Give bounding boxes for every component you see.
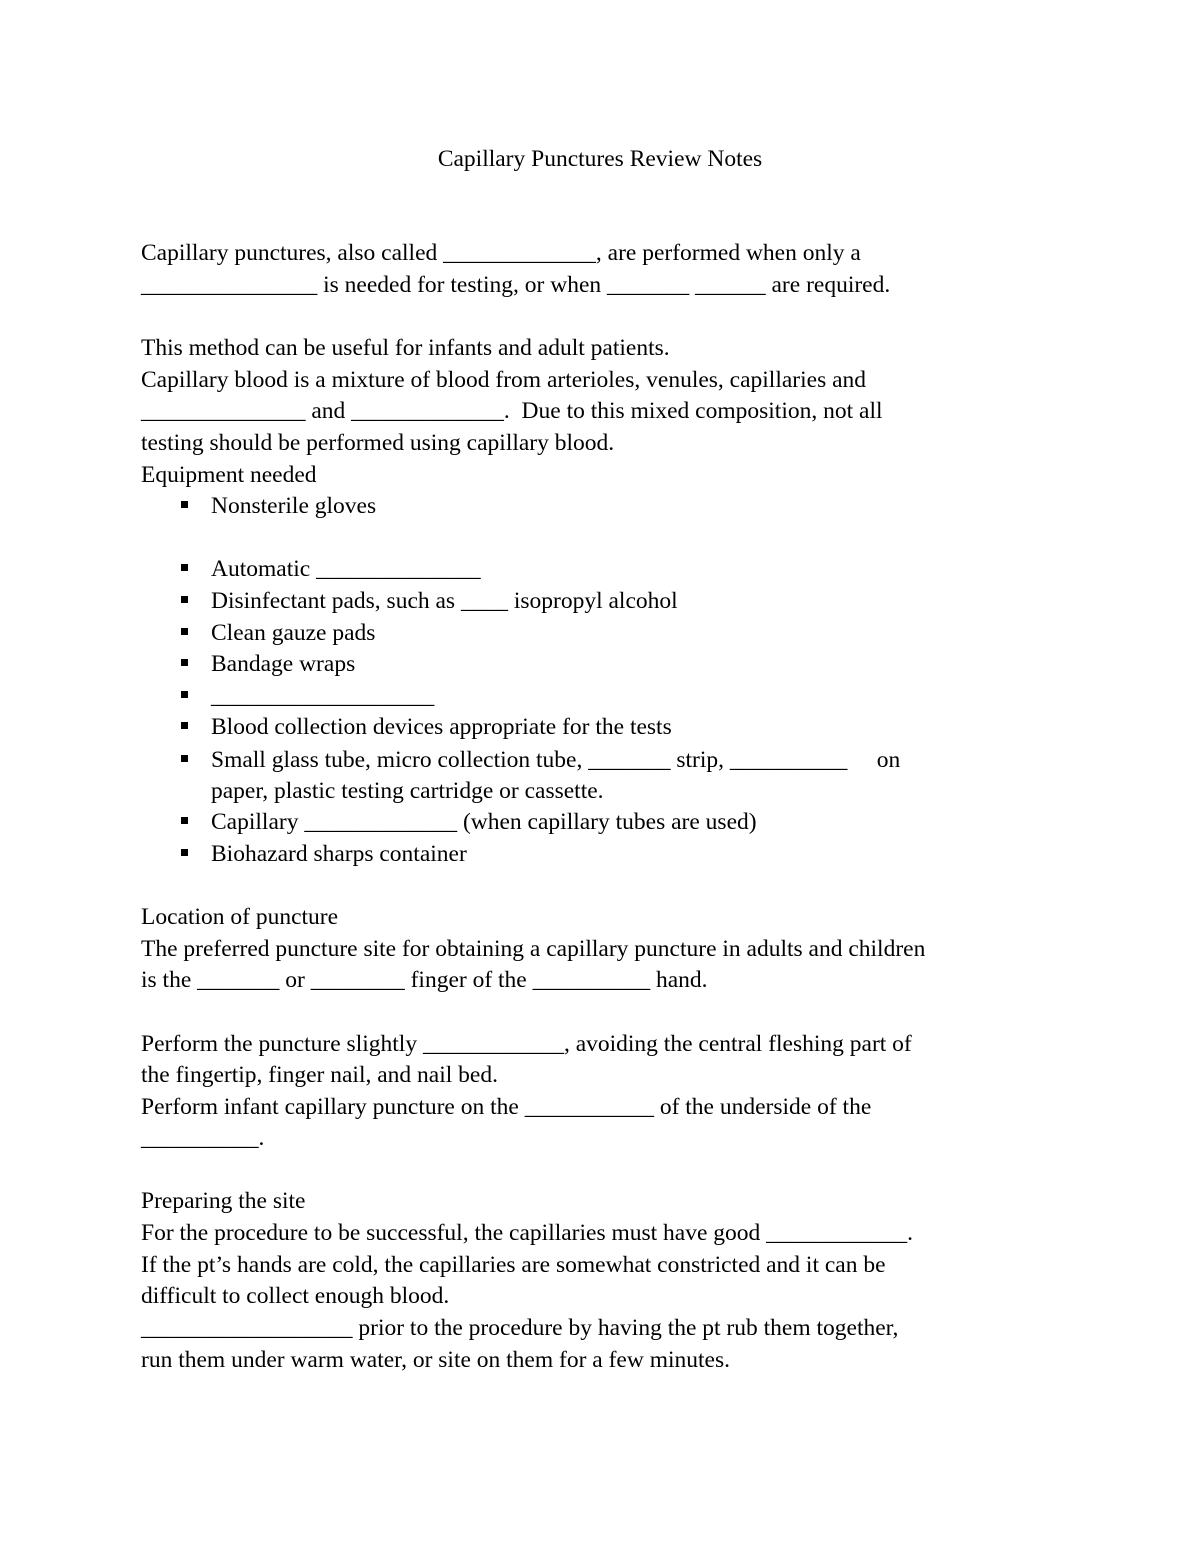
location-line-2: is the _______ or ________ finger of the __________ hand.	[141, 967, 708, 993]
preparing-line-1: For the procedure to be successful, the capillaries must have good ____________.	[141, 1220, 914, 1246]
bullet-square-icon	[181, 817, 188, 824]
list-item-text: Nonsterile gloves	[211, 493, 377, 519]
method-line-2: Capillary blood is a mixture of blood from arterioles, venules, capillaries and	[141, 367, 867, 393]
bullet-square-icon	[181, 755, 188, 762]
bullet-square-icon	[181, 628, 188, 635]
intro-line-1: Capillary punctures, also called _____________, are performed when only a	[141, 240, 861, 266]
preparing-line-5: run them under warm water, or site on them for a few minutes.	[141, 1347, 730, 1373]
location-line-6: __________.	[141, 1125, 265, 1151]
list-item-text: Bandage wraps	[211, 651, 356, 677]
list-item-text: Clean gauze pads	[211, 620, 376, 646]
location-line-4: the fingertip, finger nail, and nail bed.	[141, 1062, 498, 1088]
location-line-3: Perform the puncture slightly ____________, avoiding the central fleshing part of	[141, 1031, 912, 1057]
bullet-square-icon	[181, 722, 188, 729]
preparing-line-4: __________________ prior to the procedure by having the pt rub them together,	[141, 1315, 899, 1341]
list-item-text: Capillary _____________ (when capillary tubes are used)	[211, 809, 757, 835]
page-title: Capillary Punctures Review Notes	[437, 146, 763, 172]
bullet-square-icon	[181, 501, 188, 508]
bullet-square-icon	[181, 691, 188, 698]
location-line-5: Perform infant capillary puncture on the ___________ of the underside of the	[141, 1094, 872, 1120]
list-item-text: ___________________	[211, 683, 435, 709]
location-heading: Location of puncture	[141, 904, 339, 930]
list-item-text: Blood collection devices appropriate for the tests	[211, 714, 672, 740]
list-item-text: Small glass tube, micro collection tube, _______ strip, __________ on	[211, 747, 901, 773]
bullet-square-icon	[181, 596, 188, 603]
preparing-line-3: difficult to collect enough blood.	[141, 1283, 450, 1309]
list-item-text: Automatic ______________	[211, 556, 481, 582]
list-item-text: Disinfectant pads, such as ____ isopropyl alcohol	[211, 588, 678, 614]
intro-line-2: _______________ is needed for testing, or when _______ ______ are required.	[141, 272, 891, 298]
method-line-1: This method can be useful for infants and adult patients.	[141, 335, 670, 361]
method-line-4: testing should be performed using capillary blood.	[141, 430, 615, 456]
preparing-line-2: If the pt’s hands are cold, the capillaries are somewhat constricted and it can be	[141, 1252, 886, 1278]
method-line-3: ______________ and _____________. Due to this mixed composition, not all	[141, 398, 883, 424]
bullet-square-icon	[181, 659, 188, 666]
bullet-square-icon	[181, 564, 188, 571]
preparing-heading: Preparing the site	[141, 1188, 306, 1214]
equipment-heading: Equipment needed	[141, 462, 317, 488]
list-item-text: Biohazard sharps container	[211, 841, 467, 867]
location-line-1: The preferred puncture site for obtaining a capillary puncture in adults and children	[141, 936, 926, 962]
list-item-text: paper, plastic testing cartridge or cassette.	[211, 778, 604, 804]
bullet-square-icon	[181, 849, 188, 856]
